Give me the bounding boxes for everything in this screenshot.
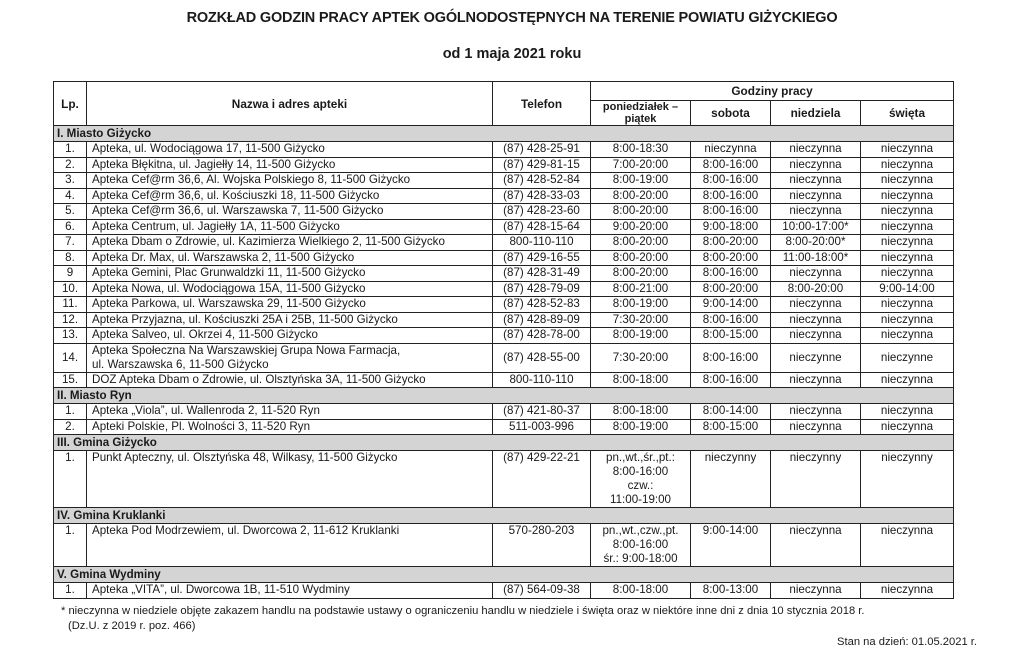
cell-weekdays: 8:00-18:30: [591, 142, 691, 158]
cell-sunday: nieczynna: [771, 328, 861, 344]
pharmacy-name: Apteka Gemini, Plac Grunwaldzki 11, 11-500 Giżycko: [92, 266, 366, 280]
table-row: [54, 157, 954, 173]
cell-holidays: nieczynna: [861, 404, 954, 420]
pharmacy-name: Apteka Salveo, ul. Okrzei 4, 11-500 Giżycko: [92, 328, 318, 342]
pharmacy-name: Apteka Dbam o Zdrowie, ul. Kazimierza Wielkiego 2, 11-500 Giżycko: [92, 235, 445, 249]
cell-lp: 7.: [54, 235, 87, 251]
cell-sunday: nieczynna: [771, 419, 861, 435]
cell-weekdays: 8:00-19:00: [591, 297, 691, 313]
table-row: [54, 281, 954, 297]
pharmacy-name: Apteka Cef@rm 36,6, ul. Warszawska 7, 11-500 Giżycko: [92, 204, 384, 218]
cell-weekdays: 8:00-19:00: [591, 173, 691, 189]
cell-lp: 3.: [54, 173, 87, 189]
cell-name: [87, 250, 493, 266]
footnote: [61, 604, 865, 634]
table-row: [54, 142, 954, 158]
pharmacy-name: Apteka Społeczna Na Warszawskiej Grupa Nowa Farmacja,: [92, 343, 401, 357]
cell-phone: 511-003-996: [493, 419, 591, 435]
cell-phone: (87) 428-15-64: [493, 219, 591, 235]
cell-saturday: nieczynna: [691, 142, 771, 158]
cell-weekdays: 9:00-20:00: [591, 219, 691, 235]
cell-holidays: nieczynna: [861, 328, 954, 344]
table-row: [54, 451, 954, 508]
cell-holidays: nieczynna: [861, 297, 954, 313]
cell-weekdays: 8:00-18:00: [591, 404, 691, 420]
cell-sunday: nieczynna: [771, 312, 861, 328]
section-row: [54, 435, 954, 451]
cell-name: [87, 235, 493, 251]
cell-lp: 1.: [54, 142, 87, 158]
cell-weekdays: 8:00-18:00: [591, 583, 691, 599]
cell-sunday: nieczynny: [771, 451, 861, 508]
cell-name: [87, 142, 493, 158]
weekdays-line: czw.:: [627, 479, 654, 492]
table-row: [54, 372, 954, 388]
status-date: Stan na dzień: 01.05.2021 r.: [837, 636, 977, 648]
cell-saturday: nieczynny: [691, 451, 771, 508]
pharmacy-name: Apteka Nowa, ul. Wodociągowa 15A, 11-500 Giżycko: [92, 281, 366, 295]
table-row: [54, 188, 954, 204]
pharmacy-name: Apteka Przyjazna, ul. Kościuszki 25A i 25B, 11-500 Giżycko: [92, 312, 398, 326]
pharmacy-name: DOZ Apteka Dbam o Zdrowie, ul. Olsztyńska 3A, 11-500 Giżycko: [92, 372, 426, 386]
header-lp: Lp.: [54, 82, 87, 126]
cell-lp: 5.: [54, 204, 87, 220]
cell-lp: 10.: [54, 281, 87, 297]
cell-sunday: nieczynna: [771, 297, 861, 313]
cell-sunday: nieczynna: [771, 524, 861, 567]
section-title: III. Gmina Giżycko: [54, 435, 954, 451]
table-row: [54, 524, 954, 567]
section-row: [54, 567, 954, 583]
cell-phone: (87) 428-52-84: [493, 173, 591, 189]
table-row: [54, 328, 954, 344]
pharmacy-name: Apteka Pod Modrzewiem, ul. Dworcowa 2, 11-612 Kruklanki: [92, 524, 400, 537]
cell-sunday: nieczynna: [771, 142, 861, 158]
cell-sunday: 8:00-20:00*: [771, 235, 861, 251]
document-subtitle: od 1 maja 2021 roku: [442, 46, 582, 62]
cell-weekdays: 8:00-20:00: [591, 204, 691, 220]
cell-weekdays: 8:00-20:00: [591, 266, 691, 282]
table-row: [54, 204, 954, 220]
cell-name: [87, 219, 493, 235]
pharmacy-name: Apteka Dr. Max, ul. Warszawska 2, 11-500 Giżycko: [92, 250, 355, 264]
cell-holidays: nieczynna: [861, 524, 954, 567]
cell-sunday: 8:00-20:00: [771, 281, 861, 297]
pharmacy-name: Apteka Centrum, ul. Jagiełły 1A, 11-500 Giżycko: [92, 219, 340, 233]
cell-name: [87, 404, 493, 420]
header-name: Nazwa i adres apteki: [87, 82, 493, 126]
section-title: II. Miasto Ryn: [54, 388, 954, 404]
table-row: [54, 250, 954, 266]
cell-saturday: 8:00-16:00: [691, 343, 771, 372]
cell-holidays: 9:00-14:00: [861, 281, 954, 297]
cell-phone: (87) 421-80-37: [493, 404, 591, 420]
cell-saturday: 8:00-16:00: [691, 188, 771, 204]
cell-sunday: 10:00-17:00*: [771, 219, 861, 235]
cell-lp: 12.: [54, 312, 87, 328]
cell-phone: 800-110-110: [493, 372, 591, 388]
cell-holidays: nieczynne: [861, 343, 954, 372]
cell-weekdays: 8:00-19:00: [591, 328, 691, 344]
cell-sunday: nieczynna: [771, 188, 861, 204]
cell-phone: (87) 564-09-38: [493, 583, 591, 599]
cell-weekdays: 8:00-20:00: [591, 235, 691, 251]
cell-sunday: nieczynna: [771, 266, 861, 282]
table-row: [54, 173, 954, 189]
pharmacy-name: Apteka Cef@rm 36,6, Al. Wojska Polskiego 8, 11-500 Giżycko: [92, 173, 411, 187]
cell-name: [87, 266, 493, 282]
section-row: [54, 508, 954, 524]
cell-saturday: 8:00-16:00: [691, 312, 771, 328]
cell-saturday: 9:00-14:00: [691, 297, 771, 313]
cell-phone: (87) 428-52-83: [493, 297, 591, 313]
cell-lp: 15.: [54, 372, 87, 388]
cell-weekdays: [591, 524, 691, 567]
weekdays-line: 8:00-16:00: [612, 538, 669, 551]
cell-holidays: nieczynna: [861, 583, 954, 599]
cell-phone: (87) 429-81-15: [493, 157, 591, 173]
pharmacy-hours-table: [53, 81, 954, 599]
footnote-line-1: * nieczynna w niedziele objęte zakazem handlu na podstawie ustawy o ograniczeniu handlu w niedziele i święta oraz w niektóre inne dni z dnia 10 stycznia 2018 r.: [61, 605, 865, 617]
cell-lp: 6.: [54, 219, 87, 235]
cell-weekdays: 7:30-20:00: [591, 312, 691, 328]
cell-lp: 2.: [54, 419, 87, 435]
cell-saturday: 8:00-20:00: [691, 250, 771, 266]
cell-holidays: nieczynna: [861, 173, 954, 189]
section-title: IV. Gmina Kruklanki: [54, 508, 954, 524]
cell-lp: 13.: [54, 328, 87, 344]
cell-holidays: nieczynna: [861, 419, 954, 435]
cell-name: [87, 343, 493, 372]
pharmacy-name: Apteka Parkowa, ul. Warszawska 29, 11-500 Giżycko: [92, 297, 366, 311]
cell-sunday: nieczynne: [771, 343, 861, 372]
cell-holidays: nieczynna: [861, 188, 954, 204]
cell-saturday: 8:00-16:00: [691, 372, 771, 388]
cell-weekdays: 7:00-20:00: [591, 157, 691, 173]
cell-phone: 570-280-203: [493, 524, 591, 567]
cell-phone: (87) 429-22-21: [493, 451, 591, 508]
weekdays-line: pn.,wt.,śr.,pt.:: [606, 451, 675, 464]
cell-phone: (87) 428-55-00: [493, 343, 591, 372]
cell-holidays: nieczynna: [861, 235, 954, 251]
header-sunday: niedziela: [771, 101, 861, 126]
cell-weekdays: 8:00-20:00: [591, 188, 691, 204]
cell-phone: (87) 428-25-91: [493, 142, 591, 158]
section-title: I. Miasto Giżycko: [54, 126, 954, 142]
cell-sunday: 11:00-18:00*: [771, 250, 861, 266]
cell-saturday: 8:00-16:00: [691, 173, 771, 189]
cell-holidays: nieczynna: [861, 312, 954, 328]
table-row: [54, 235, 954, 251]
cell-name: [87, 372, 493, 388]
table-body: [54, 126, 954, 599]
cell-saturday: 8:00-14:00: [691, 404, 771, 420]
cell-holidays: nieczynny: [861, 451, 954, 508]
table-row: [54, 419, 954, 435]
cell-phone: 800-110-110: [493, 235, 591, 251]
cell-lp: 11.: [54, 297, 87, 313]
cell-saturday: 8:00-13:00: [691, 583, 771, 599]
cell-saturday: 8:00-16:00: [691, 266, 771, 282]
cell-name: [87, 157, 493, 173]
cell-name: [87, 328, 493, 344]
cell-phone: (87) 428-89-09: [493, 312, 591, 328]
weekdays-line: pn.,wt.,czw.,pt.: [602, 524, 679, 537]
cell-lp: 1.: [54, 524, 87, 567]
cell-sunday: nieczynna: [771, 157, 861, 173]
pharmacy-name: Apteka Błękitna, ul. Jagiełły 14, 11-500 Giżycko: [92, 157, 336, 171]
cell-sunday: nieczynna: [771, 372, 861, 388]
cell-lp: 1.: [54, 583, 87, 599]
pharmacy-name: Punkt Apteczny, ul. Olsztyńska 48, Wilkasy, 11-500 Giżycko: [92, 451, 398, 464]
cell-phone: (87) 428-33-03: [493, 188, 591, 204]
cell-lp: 8.: [54, 250, 87, 266]
header-weekdays: poniedziałek – piątek: [591, 101, 691, 126]
cell-saturday: 9:00-14:00: [691, 524, 771, 567]
table-row: [54, 219, 954, 235]
cell-name: [87, 297, 493, 313]
cell-holidays: nieczynna: [861, 157, 954, 173]
weekdays-line: śr.: 9:00-18:00: [603, 552, 678, 565]
section-row: [54, 126, 954, 142]
cell-name: [87, 188, 493, 204]
weekdays-line: 8:00-16:00: [612, 465, 669, 478]
cell-phone: (87) 428-23-60: [493, 204, 591, 220]
cell-holidays: nieczynna: [861, 219, 954, 235]
header-saturday: sobota: [691, 101, 771, 126]
cell-saturday: 8:00-20:00: [691, 235, 771, 251]
cell-holidays: nieczynna: [861, 142, 954, 158]
cell-lp: 9: [54, 266, 87, 282]
cell-lp: 1.: [54, 451, 87, 508]
cell-name: [87, 451, 493, 508]
cell-name: [87, 583, 493, 599]
table-row: [54, 343, 954, 372]
cell-holidays: nieczynna: [861, 250, 954, 266]
cell-phone: (87) 429-16-55: [493, 250, 591, 266]
table-row: [54, 266, 954, 282]
pharmacy-name: Apteka „VITA”, ul. Dworcowa 1B, 11-510 Wydminy: [92, 583, 350, 597]
cell-name: [87, 173, 493, 189]
document-title: ROZKŁAD GODZIN PRACY APTEK OGÓLNODOSTĘPNYCH NA TERENIE POWIATU GIŻYCKIEGO: [186, 10, 838, 26]
cell-weekdays: [591, 451, 691, 508]
cell-holidays: nieczynna: [861, 372, 954, 388]
cell-lp: 4.: [54, 188, 87, 204]
cell-name: [87, 312, 493, 328]
cell-name: [87, 204, 493, 220]
cell-name: [87, 419, 493, 435]
footnote-line-2: (Dz.U. z 2019 r. poz. 466): [68, 620, 196, 632]
header-holidays: święta: [861, 101, 954, 126]
cell-saturday: 8:00-16:00: [691, 157, 771, 173]
table-row: [54, 312, 954, 328]
table-row: [54, 404, 954, 420]
cell-saturday: 9:00-18:00: [691, 219, 771, 235]
cell-phone: (87) 428-31-49: [493, 266, 591, 282]
cell-weekdays: 8:00-18:00: [591, 372, 691, 388]
cell-phone: (87) 428-78-00: [493, 328, 591, 344]
weekdays-line: 11:00-19:00: [609, 493, 672, 506]
cell-holidays: nieczynna: [861, 204, 954, 220]
cell-saturday: 8:00-15:00: [691, 328, 771, 344]
section-row: [54, 388, 954, 404]
cell-saturday: 8:00-15:00: [691, 419, 771, 435]
cell-lp: 1.: [54, 404, 87, 420]
cell-sunday: nieczynna: [771, 404, 861, 420]
cell-weekdays: 8:00-21:00: [591, 281, 691, 297]
header-phone: Telefon: [493, 82, 591, 126]
cell-sunday: nieczynna: [771, 173, 861, 189]
cell-sunday: nieczynna: [771, 583, 861, 599]
cell-weekdays: 8:00-19:00: [591, 419, 691, 435]
cell-lp: 2.: [54, 157, 87, 173]
cell-sunday: nieczynna: [771, 204, 861, 220]
cell-name: [87, 281, 493, 297]
pharmacy-address: ul. Warszawska 6, 11-500 Giżycko: [92, 357, 269, 371]
pharmacy-name: Apteki Polskie, Pl. Wolności 3, 11-520 Ryn: [92, 419, 311, 433]
pharmacy-name: Apteka „Viola”, ul. Wallenroda 2, 11-520 Ryn: [92, 404, 320, 418]
section-title: V. Gmina Wydminy: [54, 567, 954, 583]
pharmacy-name: Apteka, ul. Wodociągowa 17, 11-500 Giżycko: [92, 142, 325, 156]
cell-saturday: 8:00-20:00: [691, 281, 771, 297]
cell-name: [87, 524, 493, 567]
cell-lp: 14.: [54, 343, 87, 372]
table-row: [54, 297, 954, 313]
cell-holidays: nieczynna: [861, 266, 954, 282]
table-row: [54, 583, 954, 599]
cell-weekdays: 8:00-20:00: [591, 250, 691, 266]
header-hours-group: Godziny pracy: [591, 82, 954, 101]
pharmacy-name: Apteka Cef@rm 36,6, ul. Kościuszki 18, 11-500 Giżycko: [92, 188, 380, 202]
cell-saturday: 8:00-16:00: [691, 204, 771, 220]
cell-weekdays: 7:30-20:00: [591, 343, 691, 372]
cell-phone: (87) 428-79-09: [493, 281, 591, 297]
